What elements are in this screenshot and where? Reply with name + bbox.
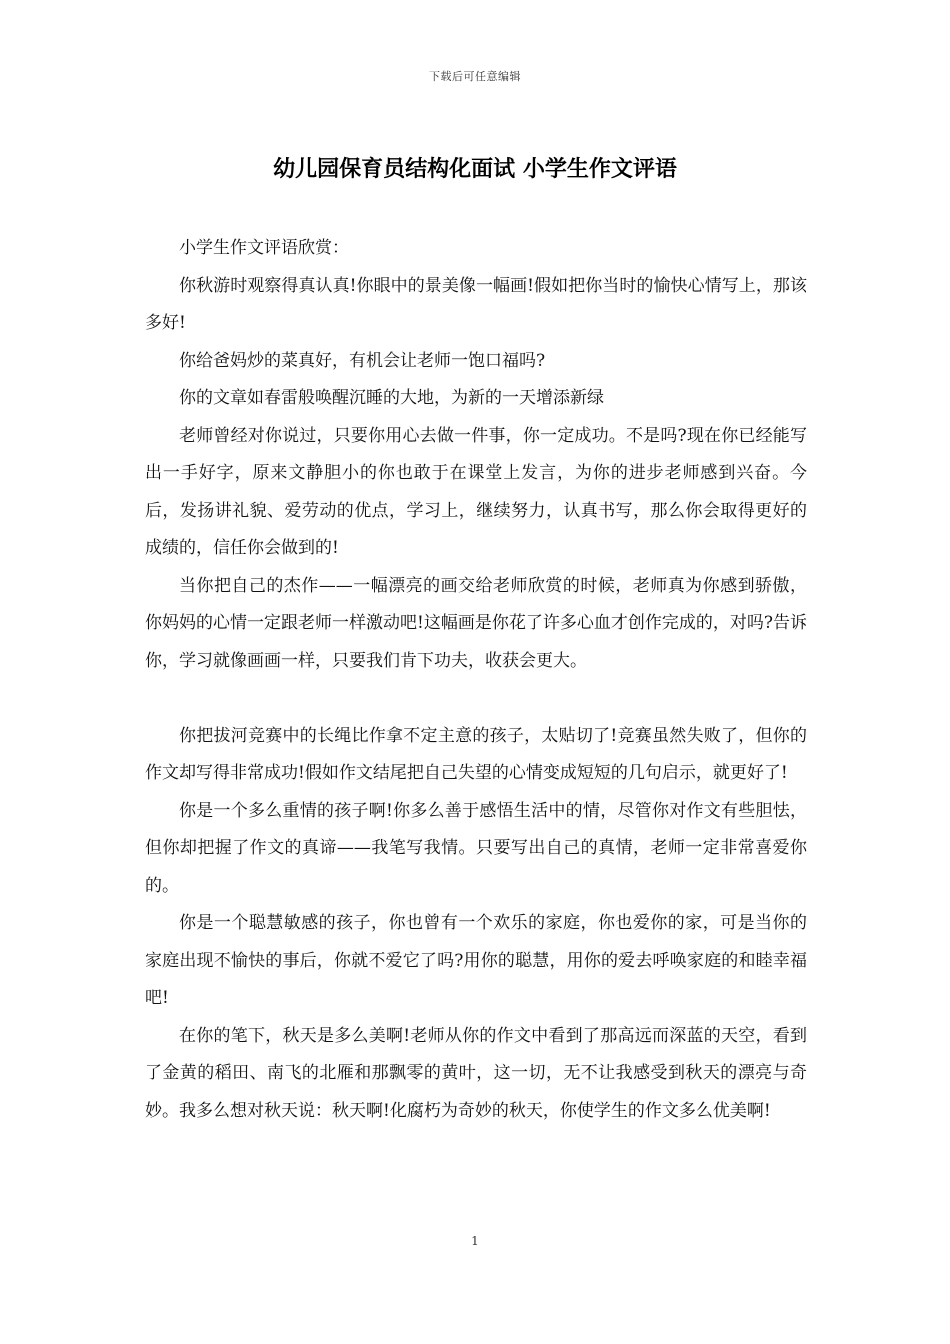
paragraph: 你的文章如春雷般唤醒沉睡的大地，为新的一天增添新绿 [179, 388, 604, 408]
paragraph: 你秋游时观察得真认真!你眼中的景美像一幅画!假如把你当时的愉快心情写上，那该多好! [145, 275, 807, 333]
document-title: 幼儿园保育员结构化面试 小学生作文评语 [273, 156, 677, 182]
paragraph: 你给爸妈炒的菜真好，有机会让老师一饱口福吗? [179, 350, 546, 371]
paragraph: 你是一个聪慧敏感的孩子，你也曾有一个欢乐的家庭，你也爱你的家，可是当你的家庭出现不愉快的事后，你就不爱它了吗?用你的聪慧，用你的爱去呼唤家庭的和睦幸福吧! [145, 913, 807, 1008]
paragraph: 你把拔河竞赛中的长绳比作拿不定主意的孩子，太贴切了!竞赛虽然失败了，但你的作文却写得非常成功!假如作文结尾把自己失望的心情变成短短的几句启示，就更好了! [145, 725, 807, 783]
paragraph: 你是一个多么重情的孩子啊!你多么善于感悟生活中的情，尽管你对作文有些胆怯，但你却把握了作文的真谛——我笔写我情。只要写出自己的真情，老师一定非常喜爱你的。 [145, 800, 807, 896]
paragraph: 老师曾经对你说过，只要你用心去做一件事，你一定成功。不是吗?现在你已经能写出一手好字，原来文静胆小的你也敢于在课堂上发言，为你的进步老师感到兴奋。今后，发扬讲礼貌、爱劳动的优点，学习上，继续努力，认真书写，那么你会取得更好的成绩的，信任你会做到的! [145, 425, 807, 558]
paragraph: 在你的笔下，秋天是多么美啊!老师从你的作文中看到了那高远而深蓝的天空，看到了金黄的稻田、南飞的北雁和那飘零的黄叶，这一切，无不让我感受到秋天的漂亮与奇妙。我多么想对秋天说：秋天啊!化腐朽为奇妙的秋天，你使学生的作文多么优美啊! [145, 1025, 807, 1121]
document-body [145, 230, 807, 1130]
page-number: 1 [471, 1234, 479, 1248]
paragraph: 小学生作文评语欣赏： [179, 238, 349, 258]
paragraph: 当你把自己的杰作——一幅漂亮的画交给老师欣赏的时候，老师真为你感到骄傲，你妈妈的心情一定跟老师一样激动吧!这幅画是你花了许多心血才创作完成的，对吗?告诉你，学习就像画画一样，只要我们肯下功夫，收获会更大。 [145, 575, 807, 671]
page-header-note: 下载后可任意编辑 [429, 70, 521, 83]
